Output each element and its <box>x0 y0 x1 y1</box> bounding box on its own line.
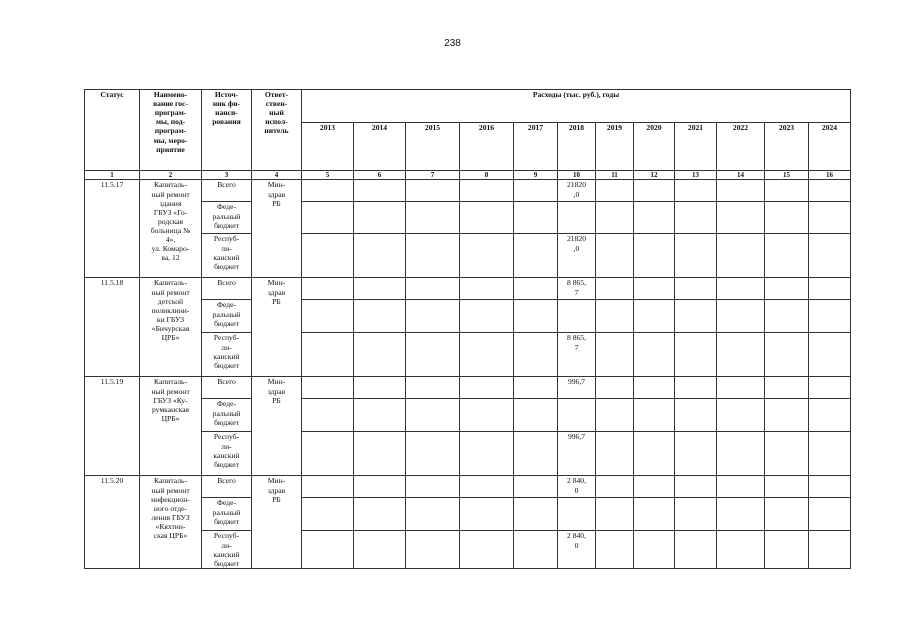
expense-cell <box>460 399 514 432</box>
expense-cell <box>809 377 851 399</box>
expense-2018-cell: 21820 ,0 <box>558 234 596 278</box>
row-executor: Мин- здрав РБ <box>252 180 302 278</box>
expense-cell <box>406 377 460 399</box>
year-header: 2022 <box>717 123 765 171</box>
expense-cell <box>514 333 558 377</box>
expenses-table <box>84 89 851 569</box>
expense-2018-cell: 8 865, 7 <box>558 333 596 377</box>
expense-cell <box>406 278 460 300</box>
expense-2018-cell: 21820 ,0 <box>558 180 596 202</box>
expense-cell <box>809 399 851 432</box>
expense-cell <box>765 476 809 498</box>
expense-cell <box>514 432 558 476</box>
expense-2018-cell <box>558 300 596 333</box>
expense-cell <box>717 300 765 333</box>
expense-cell <box>675 180 717 202</box>
expense-2018-cell: 2 840, 0 <box>558 476 596 498</box>
column-number: 5 <box>302 171 354 180</box>
expense-cell <box>302 399 354 432</box>
expense-cell <box>514 278 558 300</box>
column-number: 7 <box>406 171 460 180</box>
expense-cell <box>460 234 514 278</box>
header-expenses: Расходы (тыс. руб.), годы <box>302 90 851 123</box>
column-number: 14 <box>717 171 765 180</box>
expense-cell <box>765 180 809 202</box>
expense-cell <box>675 377 717 399</box>
expense-cell <box>717 476 765 498</box>
expense-cell <box>302 498 354 531</box>
row-status: 11.5.18 <box>85 278 140 377</box>
expense-cell <box>354 531 406 568</box>
expense-cell <box>809 300 851 333</box>
year-header: 2023 <box>765 123 809 171</box>
table-row <box>85 278 851 300</box>
row-executor: Мин- здрав РБ <box>252 377 302 476</box>
column-number: 3 <box>202 171 252 180</box>
source-federal: Феде- ральный бюджет <box>202 300 252 333</box>
expense-cell <box>634 202 675 234</box>
expense-cell <box>354 278 406 300</box>
expense-cell <box>675 333 717 377</box>
expense-cell <box>354 498 406 531</box>
expense-cell <box>302 202 354 234</box>
expense-cell <box>302 432 354 476</box>
expense-cell <box>596 180 634 202</box>
expense-cell <box>302 234 354 278</box>
expense-cell <box>634 278 675 300</box>
column-number: 13 <box>675 171 717 180</box>
expense-cell <box>460 377 514 399</box>
expense-cell <box>675 234 717 278</box>
expense-cell <box>302 377 354 399</box>
expense-cell <box>675 300 717 333</box>
expense-cell <box>634 234 675 278</box>
table-row <box>85 476 851 498</box>
table-row <box>85 180 851 202</box>
column-number: 10 <box>558 171 596 180</box>
expense-cell <box>675 278 717 300</box>
source-federal: Феде- ральный бюджет <box>202 202 252 234</box>
source-total: Всего <box>202 278 252 300</box>
source-total: Всего <box>202 180 252 202</box>
expense-cell <box>406 234 460 278</box>
expense-cell <box>717 498 765 531</box>
expense-cell <box>460 333 514 377</box>
row-program-name: Капиталь- ный ремонт детской поликлини- ки ГБУЗ «Бичурская ЦРБ» <box>140 278 202 377</box>
expense-cell <box>514 300 558 333</box>
row-status: 11.5.19 <box>85 377 140 476</box>
expense-cell <box>406 498 460 531</box>
expense-2018-cell <box>558 202 596 234</box>
expense-cell <box>354 333 406 377</box>
expense-cell <box>596 202 634 234</box>
expense-cell <box>354 476 406 498</box>
expense-cell <box>514 377 558 399</box>
expense-cell <box>765 377 809 399</box>
expense-cell <box>460 498 514 531</box>
expense-cell <box>514 498 558 531</box>
expense-cell <box>406 531 460 568</box>
column-number: 16 <box>809 171 851 180</box>
expense-cell <box>634 531 675 568</box>
expense-cell <box>634 432 675 476</box>
expense-cell <box>675 432 717 476</box>
column-number: 8 <box>460 171 514 180</box>
year-header: 2024 <box>809 123 851 171</box>
expense-cell <box>675 202 717 234</box>
expense-cell <box>460 432 514 476</box>
expense-cell <box>717 377 765 399</box>
source-federal: Феде- ральный бюджет <box>202 399 252 432</box>
expense-cell <box>354 180 406 202</box>
row-program-name: Капиталь- ный ремонт ГБУЗ «Ку- румканская ЦРБ» <box>140 377 202 476</box>
year-header: 2016 <box>460 123 514 171</box>
expense-cell <box>809 234 851 278</box>
expense-cell <box>809 202 851 234</box>
row-executor: Мин- здрав РБ <box>252 476 302 568</box>
expense-cell <box>302 180 354 202</box>
expense-cell <box>809 333 851 377</box>
expense-2018-cell <box>558 399 596 432</box>
expense-cell <box>809 278 851 300</box>
expense-cell <box>460 531 514 568</box>
header-executor: Ответ- ствен- ный испол- нитель <box>252 90 302 171</box>
column-number: 4 <box>252 171 302 180</box>
source-republic: Респуб- ли- канский бюджет <box>202 432 252 476</box>
expense-cell <box>460 180 514 202</box>
expense-2018-cell: 996,7 <box>558 432 596 476</box>
row-status: 11.5.17 <box>85 180 140 278</box>
expense-cell <box>717 180 765 202</box>
expense-cell <box>675 531 717 568</box>
year-header: 2013 <box>302 123 354 171</box>
year-header: 2021 <box>675 123 717 171</box>
expense-cell <box>717 234 765 278</box>
expense-cell <box>514 180 558 202</box>
expense-cell <box>596 399 634 432</box>
column-number-row <box>85 171 851 180</box>
expense-cell <box>514 531 558 568</box>
expense-cell <box>460 202 514 234</box>
expense-cell <box>809 432 851 476</box>
source-republic: Респуб- ли- канский бюджет <box>202 531 252 568</box>
expense-cell <box>596 531 634 568</box>
expense-cell <box>514 476 558 498</box>
expense-cell <box>302 476 354 498</box>
expense-cell <box>406 202 460 234</box>
expense-cell <box>765 333 809 377</box>
header-funding-source: Источ- ник фи- нанси- рования <box>202 90 252 171</box>
column-number: 1 <box>85 171 140 180</box>
column-number: 11 <box>596 171 634 180</box>
year-header: 2018 <box>558 123 596 171</box>
source-federal: Феде- ральный бюджет <box>202 498 252 531</box>
expense-cell <box>514 399 558 432</box>
expense-cell <box>717 531 765 568</box>
expense-cell <box>634 333 675 377</box>
year-header: 2019 <box>596 123 634 171</box>
expense-cell <box>302 531 354 568</box>
expense-2018-cell: 996,7 <box>558 377 596 399</box>
expense-cell <box>302 300 354 333</box>
expense-cell <box>809 180 851 202</box>
expense-cell <box>717 278 765 300</box>
source-republic: Респуб- ли- канский бюджет <box>202 333 252 377</box>
expense-cell <box>354 377 406 399</box>
expense-cell <box>765 399 809 432</box>
header-status: Статус <box>85 90 140 171</box>
year-header: 2017 <box>514 123 558 171</box>
expense-cell <box>460 476 514 498</box>
expense-cell <box>634 498 675 531</box>
expense-cell <box>406 180 460 202</box>
expense-cell <box>765 202 809 234</box>
expense-cell <box>634 399 675 432</box>
table-row <box>85 377 851 399</box>
expense-cell <box>354 202 406 234</box>
source-total: Всего <box>202 476 252 498</box>
expense-cell <box>596 377 634 399</box>
table-body <box>85 180 851 568</box>
expense-cell <box>809 476 851 498</box>
expense-cell <box>596 300 634 333</box>
expense-cell <box>596 476 634 498</box>
expense-cell <box>675 498 717 531</box>
expense-cell <box>406 432 460 476</box>
expense-cell <box>596 234 634 278</box>
column-number: 15 <box>765 171 809 180</box>
expense-cell <box>596 498 634 531</box>
expense-cell <box>354 432 406 476</box>
expense-cell <box>717 333 765 377</box>
column-number: 6 <box>354 171 406 180</box>
row-status: 11.5.20 <box>85 476 140 568</box>
row-program-name: Капиталь- ный ремонт инфекцион- ного отде- ления ГБУЗ «Кяхтин- ская ЦРБ» <box>140 476 202 568</box>
expense-cell <box>675 476 717 498</box>
expense-cell <box>634 377 675 399</box>
expense-cell <box>596 333 634 377</box>
expense-cell <box>302 278 354 300</box>
column-number: 2 <box>140 171 202 180</box>
year-header: 2014 <box>354 123 406 171</box>
expense-cell <box>717 399 765 432</box>
expense-cell <box>514 202 558 234</box>
expense-cell <box>717 432 765 476</box>
expense-cell <box>634 300 675 333</box>
header-program-name: Наимено- вание гос- програм- мы, под- програм- мы, меро- приятие <box>140 90 202 171</box>
expense-cell <box>406 333 460 377</box>
expense-cell <box>765 432 809 476</box>
year-header: 2020 <box>634 123 675 171</box>
expense-cell <box>596 432 634 476</box>
source-total: Всего <box>202 377 252 399</box>
expense-cell <box>765 278 809 300</box>
row-executor: Мин- здрав РБ <box>252 278 302 377</box>
expense-cell <box>354 399 406 432</box>
expense-cell <box>302 333 354 377</box>
page-number: 238 <box>444 38 461 49</box>
expense-2018-cell: 8 865, 7 <box>558 278 596 300</box>
expense-cell <box>765 300 809 333</box>
expense-cell <box>460 278 514 300</box>
expense-cell <box>460 300 514 333</box>
expense-2018-cell: 2 840, 0 <box>558 531 596 568</box>
expense-cell <box>596 278 634 300</box>
expense-cell <box>634 476 675 498</box>
expense-2018-cell <box>558 498 596 531</box>
column-number: 9 <box>514 171 558 180</box>
expense-cell <box>675 399 717 432</box>
expense-cell <box>809 498 851 531</box>
expense-cell <box>809 531 851 568</box>
column-number: 12 <box>634 171 675 180</box>
expense-cell <box>406 399 460 432</box>
expense-cell <box>406 476 460 498</box>
source-republic: Респуб- ли- канский бюджет <box>202 234 252 278</box>
expense-cell <box>765 498 809 531</box>
expense-cell <box>354 300 406 333</box>
expense-cell <box>717 202 765 234</box>
expense-cell <box>406 300 460 333</box>
expense-cell <box>765 531 809 568</box>
year-header: 2015 <box>406 123 460 171</box>
row-program-name: Капиталь- ный ремонт здания ГБУЗ «Го- родская больница № 4», ул. Комаро- ва, 12 <box>140 180 202 278</box>
expense-cell <box>634 180 675 202</box>
expense-cell <box>514 234 558 278</box>
expense-cell <box>354 234 406 278</box>
expense-cell <box>765 234 809 278</box>
